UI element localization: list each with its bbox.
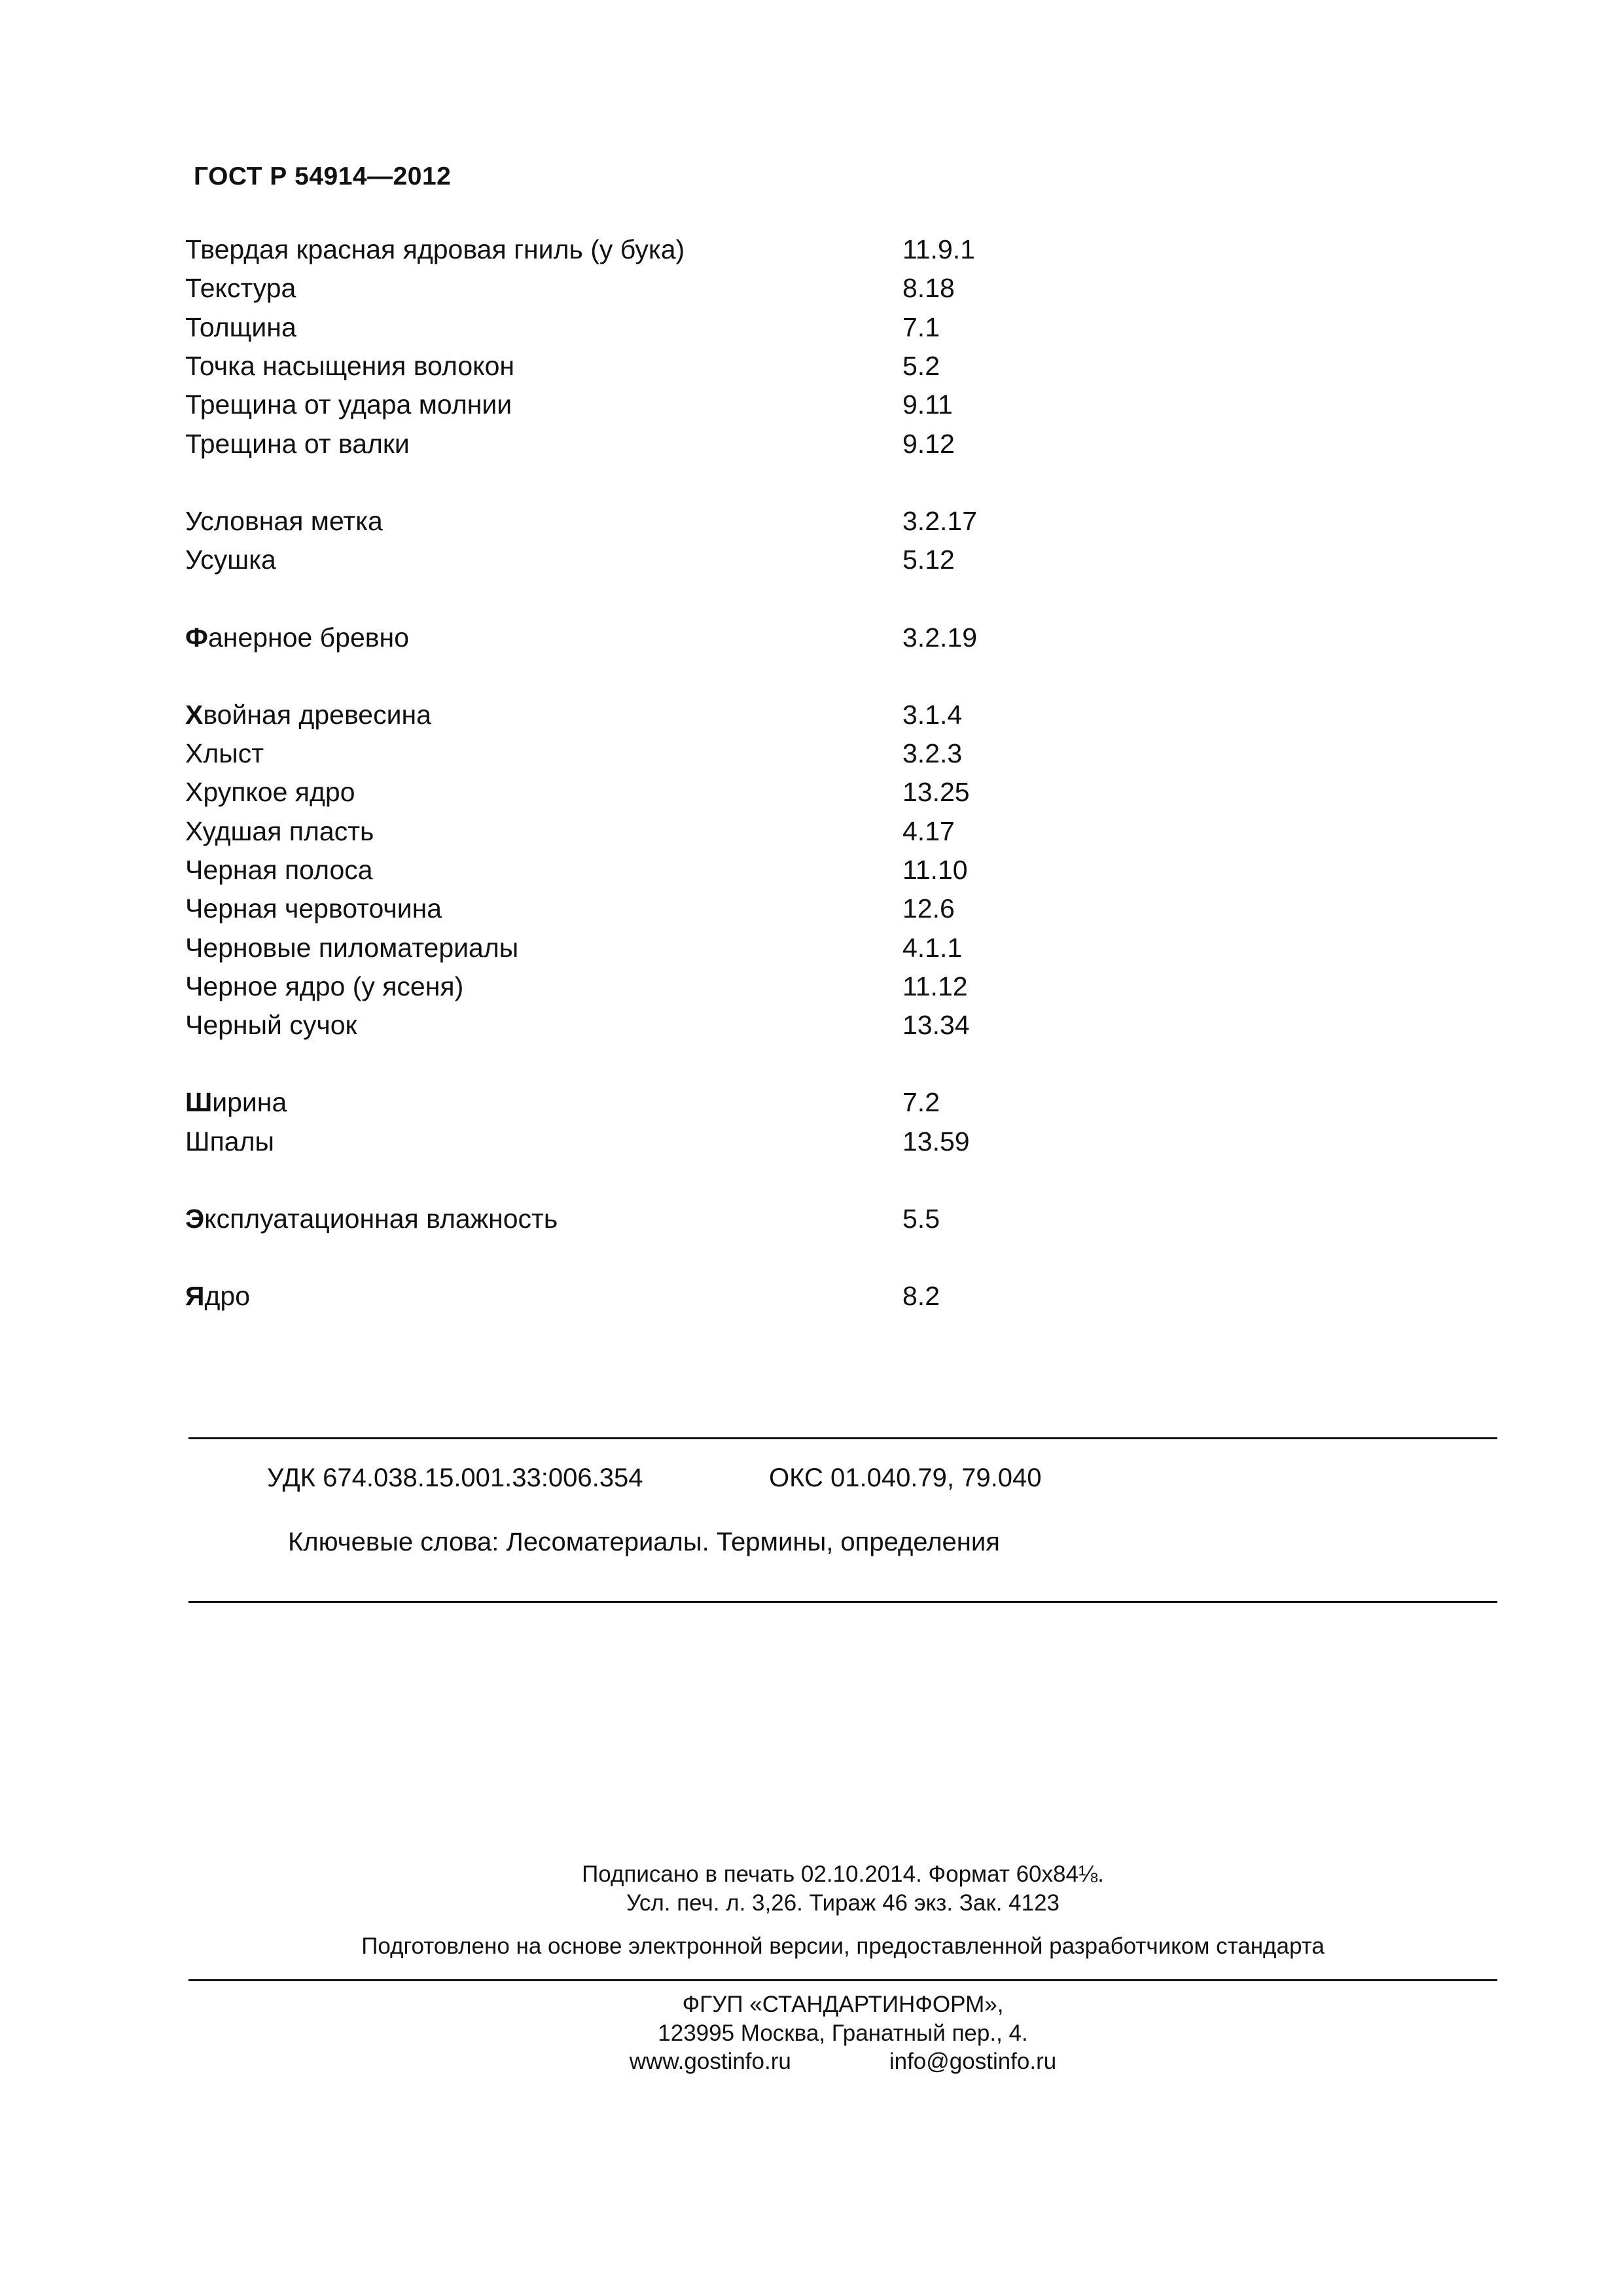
index-term — [185, 1087, 902, 1118]
index-term — [185, 1204, 902, 1234]
index-term-initial: Я — [185, 1281, 205, 1312]
index-entry — [185, 967, 1101, 1006]
index-term-text: Черное ядро (у ясеня) — [185, 971, 464, 1001]
publisher-address: 123995 Москва, Гранатный пер., 4. — [658, 2020, 1028, 2046]
index-term — [185, 933, 902, 963]
top-divider — [188, 1437, 1497, 1439]
index-term-text: Хлыст — [185, 738, 264, 769]
index-entry — [185, 618, 1101, 656]
index-reference: 11.9.1 — [902, 234, 975, 265]
index-term-text: Черная полоса — [185, 855, 373, 885]
index-entry — [185, 889, 1101, 928]
index-term-text: Хрупкое ядро — [185, 777, 355, 808]
index-term-text: войная древесина — [203, 699, 431, 730]
index-reference: 8.2 — [902, 1281, 940, 1312]
index-entry — [185, 928, 1101, 967]
index-entry — [185, 1006, 1101, 1045]
index-term-text: Твердая красная ядровая гниль (у бука) — [185, 234, 685, 265]
index-reference: 11.12 — [902, 971, 968, 1001]
index-group — [185, 230, 1101, 463]
index-term — [185, 777, 902, 808]
index-term — [185, 855, 902, 886]
index-term — [185, 312, 902, 343]
index-term — [185, 351, 902, 382]
index-term-text: анерное бревно — [208, 622, 409, 653]
index-entry — [185, 347, 1101, 386]
index-term — [185, 816, 902, 847]
index-term-text: Трещина от удара молнии — [185, 389, 512, 420]
index-reference: 3.2.19 — [902, 622, 977, 653]
index-reference: 5.5 — [902, 1204, 940, 1234]
index-entry — [185, 1083, 1101, 1122]
index-group — [185, 1277, 1101, 1316]
prepared-note: Подготовлено на основе электронной версии, предоставленной разработчиком стандарта — [361, 1933, 1325, 1959]
index-entry — [185, 502, 1101, 541]
index-reference: 9.11 — [902, 389, 953, 420]
index-entry — [185, 734, 1101, 773]
index-reference: 3.1.4 — [902, 699, 963, 730]
index-entry — [185, 1277, 1101, 1316]
index-group — [185, 502, 1101, 580]
index-term-initial: Х — [185, 699, 204, 730]
index-term — [185, 738, 902, 769]
index-term — [185, 545, 902, 575]
index-entry — [185, 1200, 1101, 1238]
bottom-divider — [188, 1601, 1497, 1603]
index-reference: 5.12 — [902, 545, 955, 575]
index-reference: 9.12 — [902, 428, 955, 459]
index-term-text: ксплуатационная влажность — [204, 1204, 558, 1234]
index-reference: 13.25 — [902, 777, 970, 808]
index-term — [185, 971, 902, 1002]
index-reference: 5.2 — [902, 351, 940, 382]
index-term-text: Худшая пласть — [185, 816, 374, 846]
index-term-text: Усушка — [185, 545, 276, 575]
imprint-divider — [188, 1979, 1497, 1981]
index-entry — [185, 424, 1101, 463]
index-term-text: Условная метка — [185, 505, 383, 536]
index-term-text: Черная червоточина — [185, 893, 442, 924]
index-term — [185, 273, 902, 304]
index-term-text: Трещина от валки — [185, 428, 410, 459]
index-entry — [185, 812, 1101, 851]
index-reference: 8.18 — [902, 273, 955, 304]
website-link[interactable]: www.gostinfo.ru — [629, 2049, 791, 2074]
document-code: ГОСТ Р 54914—2012 — [194, 162, 452, 190]
publisher-name: ФГУП «СТАНДАРТИНФОРМ», — [682, 1992, 1004, 2017]
index-term-initial: Э — [185, 1204, 205, 1234]
index-term — [185, 389, 902, 420]
index-reference: 12.6 — [902, 893, 955, 924]
keywords: Ключевые слова: Лесоматериалы. Термины, определения — [288, 1528, 1000, 1556]
index-term-text: Черный сучок — [185, 1010, 357, 1041]
index-term-text: Черновые пиломатериалы — [185, 932, 519, 963]
index-term — [185, 1281, 902, 1312]
index-term-initial: Ш — [185, 1087, 213, 1118]
index-term — [185, 700, 902, 730]
index-reference: 7.2 — [902, 1087, 940, 1118]
index-term — [185, 506, 902, 537]
signed-info: Подписано в печать 02.10.2014. Формат 60x84⅛. — [582, 1861, 1104, 1887]
index-group — [185, 696, 1101, 1045]
publisher-contacts — [188, 2049, 1497, 2075]
index-entry — [185, 308, 1101, 347]
index-entry — [185, 386, 1101, 424]
index-reference: 4.17 — [902, 816, 955, 846]
index-term — [185, 893, 902, 924]
index-group — [185, 618, 1101, 656]
index-entry — [185, 696, 1101, 734]
index-entry — [185, 851, 1101, 889]
index-term — [185, 1010, 902, 1041]
index-term-text: ирина — [212, 1087, 287, 1118]
print-info: Усл. печ. л. 3,26. Тираж 46 экз. Зак. 4123 — [626, 1890, 1060, 1916]
index-reference: 7.1 — [902, 312, 940, 342]
index-reference: 3.2.17 — [902, 505, 977, 536]
index-term-text: Точка насыщения волокон — [185, 351, 515, 382]
index-reference: 13.34 — [902, 1010, 970, 1041]
index-term — [185, 622, 902, 653]
index-term-text: Шпалы — [185, 1126, 274, 1157]
email-link[interactable]: info@gostinfo.ru — [889, 2049, 1057, 2074]
index-reference: 3.2.3 — [902, 738, 963, 769]
index-term — [185, 429, 902, 459]
index-term-text: дро — [204, 1281, 250, 1312]
index-entry — [185, 230, 1101, 269]
udk-code: УДК 674.038.15.001.33:006.354 — [267, 1463, 643, 1492]
oks-code: ОКС 01.040.79, 79.040 — [769, 1463, 1042, 1492]
index-reference: 11.10 — [902, 855, 968, 885]
index-term — [185, 234, 902, 265]
index-term — [185, 1126, 902, 1157]
index-term-text: Толщина — [185, 312, 296, 342]
index-reference: 4.1.1 — [902, 932, 963, 963]
index-group — [185, 1083, 1101, 1161]
index-term-initial: Ф — [185, 622, 208, 653]
index-reference: 13.59 — [902, 1126, 970, 1157]
index-term-text: Текстура — [185, 273, 296, 304]
index-entry — [185, 541, 1101, 579]
index-entry — [185, 1122, 1101, 1161]
index-entry — [185, 269, 1101, 308]
index-entry — [185, 773, 1101, 812]
index-group — [185, 1200, 1101, 1238]
subject-index — [185, 230, 1101, 1355]
